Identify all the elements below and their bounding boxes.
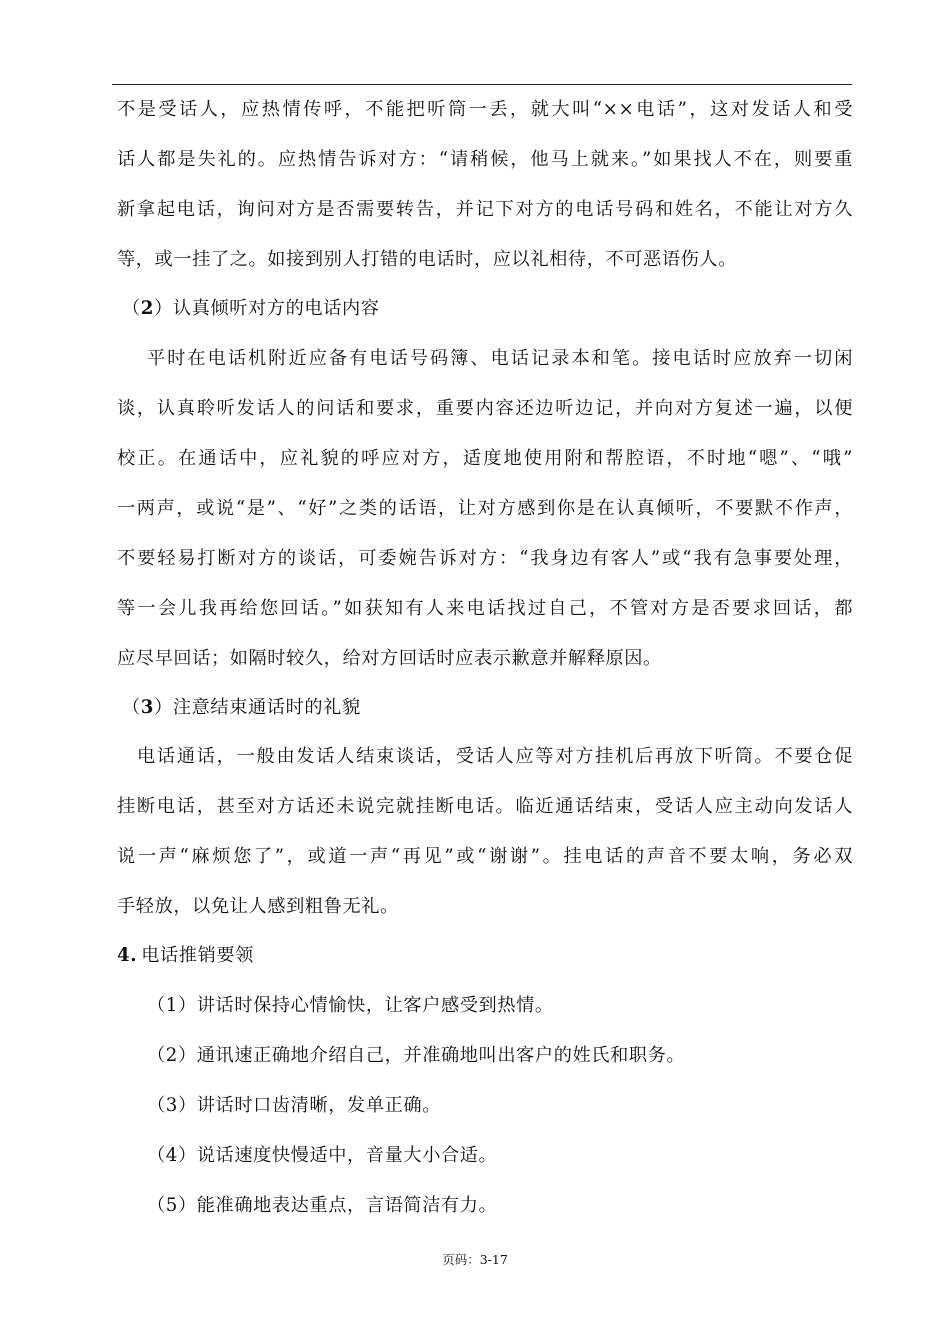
text-line: 平时在电话机附近应备有电话号码簿、电话记录本和笔。接电话时应放弃一切闲 bbox=[147, 348, 853, 369]
section-title: 电话推销要领 bbox=[141, 945, 254, 966]
text-line: 手轻放，以免让人感到粗鲁无礼。 bbox=[117, 896, 399, 917]
text-line: 说一声“麻烦您了”，或道一声“再见”或“谢谢”。挂电话的声音不要太响，务必双 bbox=[117, 846, 853, 867]
subheading-text: 注意结束通话时的礼貌 bbox=[172, 697, 361, 718]
text-line: 校正。在通话中，应礼貌的呼应对方，适度地使用附和帮腔语，不时地“嗯”、“哦” bbox=[117, 448, 853, 469]
list-item: （5）能准确地表达重点，言语简洁有力。 bbox=[147, 1195, 498, 1216]
text-line: 等，或一挂了之。如接到别人打错的电话时，应以礼相待，不可恶语伤人。 bbox=[117, 249, 737, 270]
text-line: 一两声，或说“是”、“好”之类的话语，让对方感到你是在认真倾听，不要默不作声， bbox=[117, 498, 853, 519]
list-item: （2）通讯速正确地介绍自己，并准确地叫出客户的姓氏和职务。 bbox=[147, 1045, 686, 1066]
text-line: 不要轻易打断对方的谈话，可委婉告诉对方：“我身边有客人”或“我有急事要处理， bbox=[117, 548, 853, 569]
text-line: 新拿起电话，询问对方是否需要转告，并记下对方的电话号码和姓名，不能让对方久 bbox=[117, 199, 853, 220]
page-number: 页码：3-17 bbox=[442, 1252, 508, 1267]
section-number: 4 bbox=[117, 945, 131, 966]
list-item: （4）说话速度快慢适中，音量大小合适。 bbox=[147, 1145, 498, 1166]
text-line: 等一会儿我再给您回话。”如获知有人来电话找过自己，不管对方是否要求回话，都 bbox=[117, 598, 853, 619]
subheading-text: 认真倾听对方的电话内容 bbox=[172, 298, 380, 319]
text-line: 不是受话人，应热情传呼，不能把听筒一丢，就大叫“××电话”，这对发话人和受 bbox=[117, 99, 853, 120]
text-line: 话人都是失礼的。应热情告诉对方：“请稍候，他马上就来。”如果找人不在，则要重 bbox=[117, 149, 853, 170]
text-line: 电话通话，一般由发话人结束谈话，受话人应等对方挂机后再放下听筒。不要仓促 bbox=[137, 746, 853, 767]
text-line: 谈，认真聆听发话人的问话和要求，重要内容还边听边记，并向对方复述一遍，以便 bbox=[117, 398, 853, 419]
list-item: （3）讲话时口齿清晰，发单正确。 bbox=[147, 1095, 441, 1116]
text-line: 挂断电话，甚至对方话还未说完就挂断电话。临近通话结束，受话人应主动向发话人 bbox=[117, 796, 853, 817]
subheading-3: （3）注意结束通话时的礼貌 bbox=[122, 697, 361, 718]
text-line: 应尽早回话；如隔时较久，给对方回话时应表示歉意并解释原因。 bbox=[117, 648, 662, 669]
section-heading: 4. 电话推销要领 bbox=[117, 945, 254, 966]
subheading-number: 2 bbox=[140, 298, 155, 319]
list-item: （1）讲话时保持心情愉快，让客户感受到热情。 bbox=[147, 995, 554, 1016]
subheading-2: （2）认真倾听对方的电话内容 bbox=[122, 298, 380, 319]
header-rule bbox=[112, 84, 852, 85]
subheading-number: 3 bbox=[140, 697, 155, 718]
